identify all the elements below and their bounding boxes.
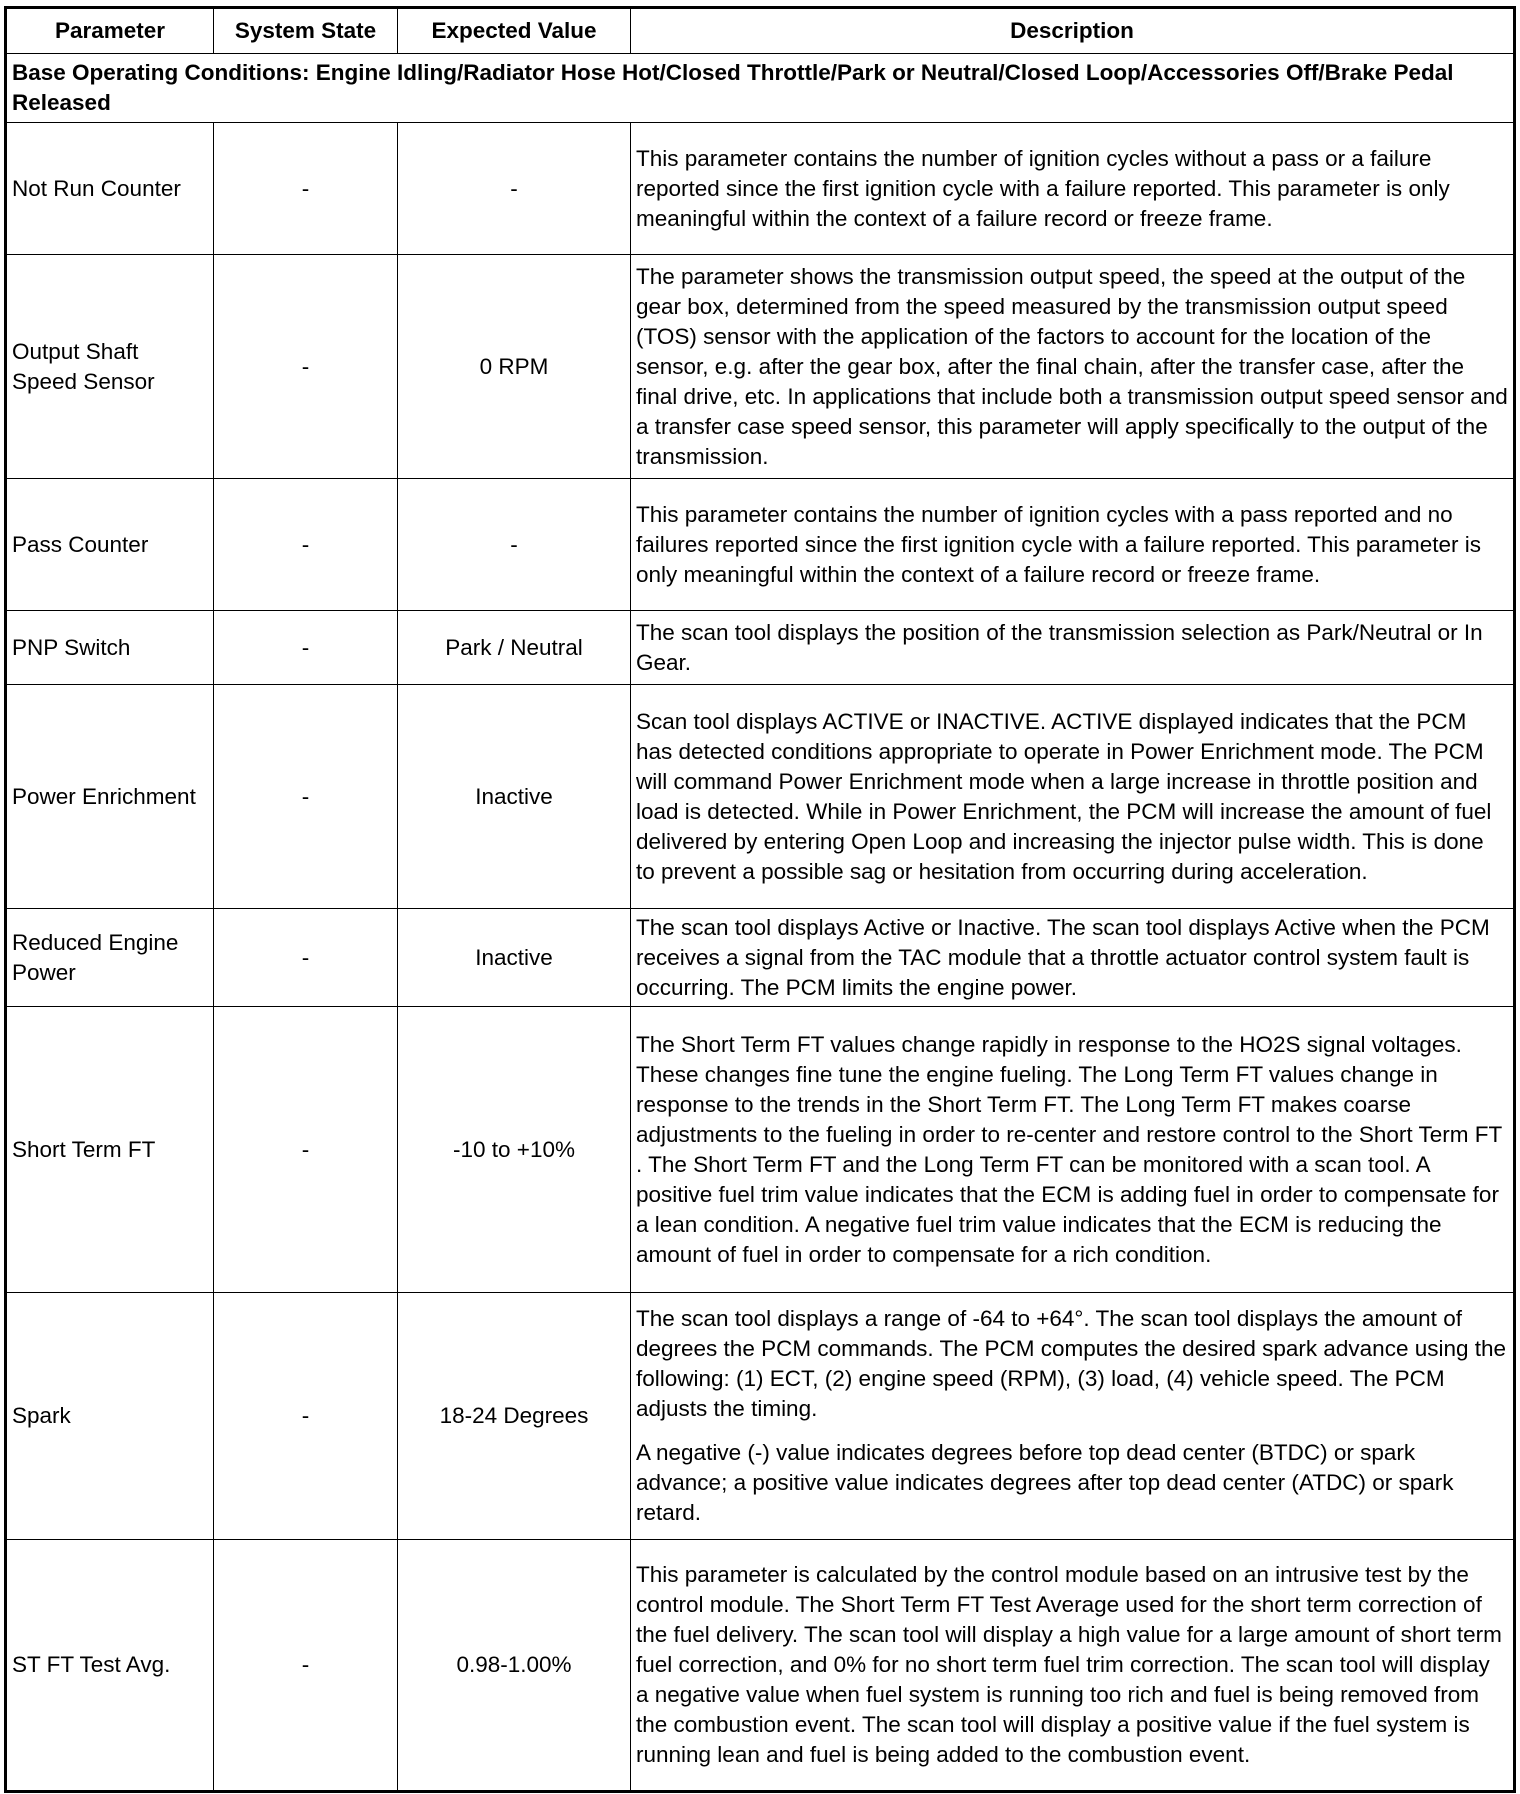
description-paragraph: The scan tool displays the position of the transmission selection as Park/Neutral or In Gear. — [636, 619, 1483, 675]
description-paragraph: The scan tool displays Active or Inactive. The scan tool displays Active when the PCM receives a signal from the TAC module that a throttle actuator control system fault is occurring. The PCM limits the engine power. — [636, 914, 1490, 1000]
parameter-cell: Output Shaft Speed Sensor — [6, 255, 214, 479]
base-conditions-row — [6, 54, 1515, 123]
parameter-cell: Spark — [6, 1293, 214, 1540]
base-conditions: Base Operating Conditions: Engine Idling/Radiator Hose Hot/Closed Throttle/Park or Neutral/Closed Loop/Accessories Off/Brake Pedal Released — [6, 54, 1515, 123]
description-cell — [631, 685, 1515, 909]
header-system-state: System State — [214, 8, 398, 54]
system-state-cell: - — [214, 611, 398, 685]
description-cell — [631, 1293, 1515, 1540]
parameter-cell: Short Term FT — [6, 1007, 214, 1293]
description-paragraph: A negative (-) value indicates degrees before top dead center (BTDC) or spark advance; a positive value indicates degrees after top dead center (ATDC) or spark retard. — [636, 1440, 1454, 1525]
parameter-cell: ST FT Test Avg. — [6, 1540, 214, 1792]
description-paragraph: The scan tool displays a range of -64 to +64°. The scan tool displays the amount of degrees the PCM commands. The PCM computes the desired spark advance using the following: (1) ECT, (2) engine speed (RPM), (3) load, (4) vehicle speed. The PCM adjusts the timing. — [636, 1306, 1507, 1421]
table-row — [6, 479, 1515, 611]
header-parameter: Parameter — [6, 8, 214, 54]
table-row — [6, 255, 1515, 479]
system-state-cell: - — [214, 909, 398, 1007]
header-expected-value: Expected Value — [398, 8, 631, 54]
system-state-cell: - — [214, 479, 398, 611]
description-paragraph: This parameter contains the number of ignition cycles with a pass reported and no failures reported since the first ignition cycle with a failure reported. This parameter is only meaningful within the context of a failure record or freeze frame. — [636, 501, 1481, 587]
system-state-cell: - — [214, 123, 398, 255]
header-description: Description — [631, 8, 1515, 54]
system-state-cell: - — [214, 1540, 398, 1792]
description-cell — [631, 123, 1515, 255]
table-row — [6, 611, 1515, 685]
expected-value-cell: -10 to +10% — [398, 1007, 631, 1293]
parameter-table — [4, 6, 1516, 1793]
parameter-cell: Not Run Counter — [6, 123, 214, 255]
description-paragraph: Scan tool displays ACTIVE or INACTIVE. ACTIVE displayed indicates that the PCM has detected conditions appropriate to operate in Power Enrichment mode. The PCM will command Power Enrichment mode when a large increase in throttle position and load is detected. While in Power Enrichment, the PCM will increase the amount of fuel delivered by entering Open Loop and increasing the injector pulse width. This is done to prevent a possible sag or hesitation from occurring during acceleration. — [636, 708, 1492, 884]
table-row — [6, 1540, 1515, 1792]
expected-value-cell: 0 RPM — [398, 255, 631, 479]
system-state-cell: - — [214, 255, 398, 479]
table-row — [6, 685, 1515, 909]
expected-value-cell: - — [398, 479, 631, 611]
table-row — [6, 1007, 1515, 1293]
description-paragraph: The parameter shows the transmission output speed, the speed at the output of the gear box, determined from the speed measured by the transmission output speed (TOS) sensor with the application of the factors to account for the location of the sensor, e.g. after the gear box, after the final chain, after the transfer case, after the final drive, etc. In applications that include both a transmission output speed sensor and a transfer case speed sensor, this parameter will apply specifically to the output of the transmission. — [636, 263, 1508, 469]
description-cell — [631, 479, 1515, 611]
system-state-cell: - — [214, 1293, 398, 1540]
description-paragraph: This parameter contains the number of ignition cycles without a pass or a failure reported since the first ignition cycle with a failure reported. This parameter is only meaningful within the context of a failure record or freeze frame. — [636, 145, 1450, 231]
table-row — [6, 909, 1515, 1007]
parameter-cell: Reduced Engine Power — [6, 909, 214, 1007]
expected-value-cell: Inactive — [398, 909, 631, 1007]
table-row — [6, 1293, 1515, 1540]
expected-value-cell: Inactive — [398, 685, 631, 909]
description-cell — [631, 255, 1515, 479]
description-cell — [631, 1007, 1515, 1293]
system-state-cell: - — [214, 1007, 398, 1293]
header-row — [6, 8, 1515, 54]
expected-value-cell: 18-24 Degrees — [398, 1293, 631, 1540]
parameter-cell: PNP Switch — [6, 611, 214, 685]
description-paragraph: This parameter is calculated by the control module based on an intrusive test by the control module. The Short Term FT Test Average used for the short term correction of the fuel delivery. The scan tool will display a high value for a large amount of short term fuel correction, and 0% for no short term fuel trim correction. The scan tool will display a negative value when fuel system is running too rich and fuel is being removed from the combustion event. The scan tool will display a positive value if the fuel system is running lean and fuel is being added to the combustion event. — [636, 1562, 1502, 1767]
expected-value-cell: - — [398, 123, 631, 255]
parameter-cell: Power Enrichment — [6, 685, 214, 909]
description-paragraph: The Short Term FT values change rapidly in response to the HO2S signal voltages. These changes fine tune the engine fueling. The Long Term FT values change in response to the trends in the Short Term FT. The Long Term FT makes coarse adjustments to the fueling in order to re-center and restore control to the Short Term FT . The Short Term FT and the Long Term FT can be monitored with a scan tool. A positive fuel trim value indicates that the ECM is adding fuel in order to compensate for a lean condition. A negative fuel trim value indicates that the ECM is reducing the amount of fuel in order to compensate for a rich condition. — [636, 1031, 1502, 1267]
description-cell — [631, 909, 1515, 1007]
table-row — [6, 123, 1515, 255]
expected-value-cell: 0.98-1.00% — [398, 1540, 631, 1792]
description-cell — [631, 1540, 1515, 1792]
description-cell — [631, 611, 1515, 685]
system-state-cell: - — [214, 685, 398, 909]
parameter-cell: Pass Counter — [6, 479, 214, 611]
expected-value-cell: Park / Neutral — [398, 611, 631, 685]
